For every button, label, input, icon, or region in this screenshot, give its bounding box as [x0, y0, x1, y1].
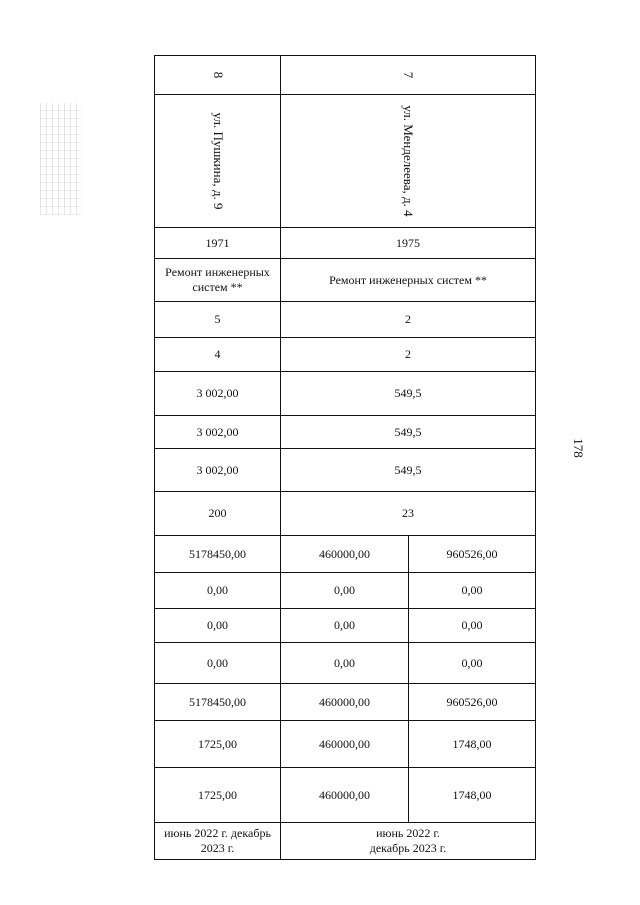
table-row	[155, 609, 536, 643]
col8-v2: 4	[155, 338, 281, 372]
col7-work: Ремонт инженерных систем **	[281, 259, 536, 302]
table-row	[155, 823, 536, 860]
col7-total-b: 960526,00	[409, 536, 536, 573]
col7-total2-b: 960526,00	[409, 684, 536, 721]
col7-address-cell	[281, 95, 536, 228]
col7-z1-b: 0,00	[409, 573, 536, 609]
table-row	[155, 721, 536, 768]
col8-period	[155, 823, 281, 860]
col8-index-cell	[155, 56, 281, 95]
table-row	[155, 536, 536, 573]
table-row	[155, 56, 536, 95]
col8-address: ул. Пушкина, д. 9	[210, 112, 226, 210]
page-number: 178	[571, 438, 586, 458]
table-row	[155, 643, 536, 684]
col7-unit1-b: 1748,00	[409, 721, 536, 768]
col8-period-text: июнь 2022 г. декабрь 2023 г.	[164, 826, 271, 855]
col7-area2: 549,5	[281, 416, 536, 449]
col8-address-cell	[155, 95, 281, 228]
table-row	[155, 768, 536, 823]
col8-area2: 3 002,00	[155, 416, 281, 449]
col7-z1-a: 0,00	[281, 573, 409, 609]
col7-unit2-a: 460000,00	[281, 768, 409, 823]
table-row	[155, 228, 536, 259]
col8-z3: 0,00	[155, 643, 281, 684]
col7-z3-b: 0,00	[409, 643, 536, 684]
col7-index-cell	[281, 56, 536, 95]
table-row	[155, 573, 536, 609]
col7-residents: 23	[281, 492, 536, 536]
data-table	[154, 55, 536, 860]
table-row	[155, 259, 536, 302]
col7-index: 7	[401, 71, 417, 79]
table-row	[155, 684, 536, 721]
table-row	[155, 416, 536, 449]
col7-z2-a: 0,00	[281, 609, 409, 643]
col8-total2: 5178450,00	[155, 684, 281, 721]
table-row	[155, 338, 536, 372]
col7-total2-a: 460000,00	[281, 684, 409, 721]
table-row	[155, 372, 536, 416]
col8-work: Ремонт инженерных систем **	[155, 259, 281, 302]
col7-unit1-a: 460000,00	[281, 721, 409, 768]
col8-area1: 3 002,00	[155, 372, 281, 416]
col7-address: ул. Менделеева, д. 4	[401, 105, 417, 217]
col8-index: 8	[210, 71, 226, 79]
col8-area3: 3 002,00	[155, 449, 281, 492]
col7-period	[281, 823, 536, 860]
col8-unit2: 1725,00	[155, 768, 281, 823]
col8-z2: 0,00	[155, 609, 281, 643]
col8-year: 1971	[155, 228, 281, 259]
col7-area3: 549,5	[281, 449, 536, 492]
col8-residents: 200	[155, 492, 281, 536]
col7-v1: 2	[281, 302, 536, 338]
col7-year: 1975	[281, 228, 536, 259]
col8-unit1: 1725,00	[155, 721, 281, 768]
col7-unit2-b: 1748,00	[409, 768, 536, 823]
col8-v1: 5	[155, 302, 281, 338]
table-row	[155, 302, 536, 338]
col8-z1: 0,00	[155, 573, 281, 609]
col7-z2-b: 0,00	[409, 609, 536, 643]
table-row	[155, 95, 536, 228]
col7-period-text: июнь 2022 г. декабрь 2023 г.	[369, 826, 447, 855]
stamp-mark	[40, 103, 82, 215]
col7-v2: 2	[281, 338, 536, 372]
table-row	[155, 449, 536, 492]
col7-area1: 549,5	[281, 372, 536, 416]
table-row	[155, 492, 536, 536]
col7-z3-a: 0,00	[281, 643, 409, 684]
col8-total: 5178450,00	[155, 536, 281, 573]
col7-total-a: 460000,00	[281, 536, 409, 573]
